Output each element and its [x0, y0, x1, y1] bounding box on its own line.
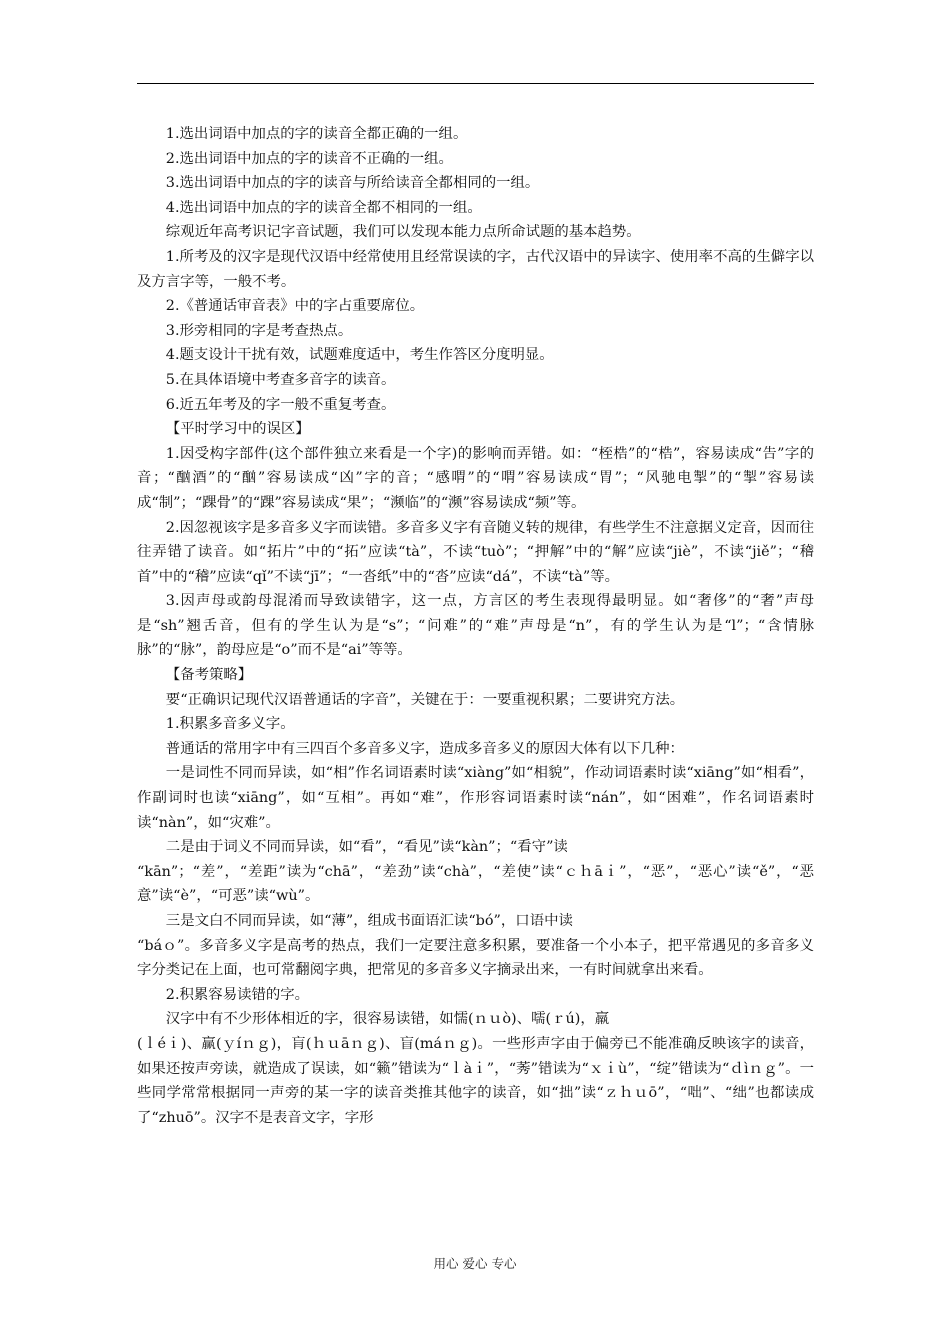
paragraph: 5.在具体语境中考查多音字的读音。 [165, 371, 396, 388]
paragraph: 普通话的常用字中有三四百个多音多义字，造成多音多义的原因大体有以下几种： [165, 740, 684, 757]
section-heading: 【平时学习中的误区】 [165, 421, 310, 438]
paragraph: 1.因受构字部件(这个部件独立来看是一个字)的影响而弄错。如：“桎梏”的“梏”，容易读成“告”字的音；“酗酒”的“酗”容易读成“凶”字的音；“感喟”的“喟”容易读成“胃”；“风驰电掣”的“掣”容易读成“制”；“踝骨”的“踝”容易读成“果”；“濒临”的“濒”容易读成“频”等。 [137, 445, 814, 511]
paragraph: 2.积累容易读错的字。 [165, 986, 310, 1003]
paragraph: “báｏ”。多音多义字是高考的热点，我们一定要注意多积累，要准备一个小本子，把平常遇见的多音多义字分类记在上面，也可常翻阅字典，把常见的多音多义字摘录出来，一有时间就拿出来看。 [137, 937, 814, 979]
paragraph: (ｌéｉ)、赢(ｙíｎｇ)，肓(ｈｕāｎｇ)、盲(máｎｇ)。一些形声字由于偏旁已不能准确反映该字的读音，如果还按声旁读，就造成了误读，如“籁”错读为“ｌàｉ”，“莠”错读为“ｘｉù”，“绽”错读为“ｄìｎｇ”。一些同学常常根据同一声旁的某一字的读音类推其他字的读音，如“拙”读“ｚｈｕō”，“咄”、“绌”也都读成了“zhuō”。汉字不是表音文字，字形 [137, 1035, 814, 1126]
section-heading: 【备考策略】 [165, 667, 253, 684]
paragraph: 3.因声母或韵母混淆而导致读错字，这一点，方言区的考生表现得最明显。如“奢侈”的“奢”声母是“sh”翘舌音，但有的学生认为是“s”；“问难”的“难”声母是“n”，有的学生认为是“l”；“含情脉脉”的“脉”，韵母应是“o”而不是“ai”等等。 [137, 593, 814, 659]
paragraph: “kān”；“差”，“差距”读为“chā”，“差劲”读“chà”，“差使”读“ｃｈāｉ”，“恶”，“恶心”读“ě”，“恶意”读“è”，“可恶”读“wù”。 [137, 863, 814, 905]
page-footer: 用心 爱心 专心 [433, 1256, 517, 1271]
paragraph: 6.近五年考及的字一般不重复考查。 [165, 396, 396, 413]
paragraph: 三是文白不同而异读，如“薄”，组成书面语汇读“bó”，口语中读 [165, 913, 573, 929]
document-body [137, 122, 814, 1130]
paragraph: 一是词性不同而异读，如“相”作名词语素时读“xiàng”如“相貌”，作动词语素时读“xiāng”如“相看”，作副词时也读“xiāng”，如“互相”。再如“难”，作形容词语素时读“nán”，如“困难”，作名词语素时读“nàn”，如“灾难”。 [137, 765, 814, 831]
paragraph: 汉字中有不少形体相近的字，很容易读错，如懦(ｎｕò)、嚅(ｒú)，羸 [165, 1011, 610, 1028]
paragraph: 1.积累多音多义字。 [165, 716, 295, 733]
paragraph: 4.选出词语中加点的字的读音全都不相同的一组。 [165, 199, 482, 216]
paragraph: 1.选出词语中加点的字的读音全都正确的一组。 [165, 126, 468, 142]
paragraph: 1.所考及的汉字是现代汉语中经常使用且经常误读的字，古代汉语中的异读字、使用率不高的生僻字以及方言字等，一般不考。 [137, 248, 814, 290]
header-rule [137, 83, 814, 84]
paragraph: 2.选出词语中加点的字的读音不正确的一组。 [165, 150, 453, 167]
paragraph: 4.题支设计干扰有效，试题难度适中，考生作答区分度明显。 [165, 347, 554, 364]
paragraph: 2.《普通话审音表》中的字占重要席位。 [165, 298, 425, 315]
paragraph: 2.因忽视该字是多音多义字而读错。多音多义字有音随义转的规律，有些学生不注意据义定音，因而往往弄错了读音。如“拓片”中的“拓”应读“tà”，不读“tuò”；“押解”中的“解”应读“jiè”，不读“jiě”；“稽首”中的“稽”应读“qǐ”不读“jī”；“一沓纸”中的“沓”应读“dá”，不读“tà”等。 [137, 519, 814, 585]
paragraph: 综观近年高考识记字音试题，我们可以发现本能力点所命试题的基本趋势。 [165, 224, 641, 241]
paragraph: 二是由于词义不同而异读，如“看”，“看见”读“kàn”；“看守”读 [165, 839, 568, 856]
paragraph: 要“正确识记现代汉语普通话的字音”，关键在于：一要重视积累；二要讲究方法。 [165, 691, 685, 708]
paragraph: 3.选出词语中加点的字的读音与所给读音全都相同的一组。 [165, 175, 540, 192]
paragraph: 3.形旁相同的字是考查热点。 [165, 322, 353, 339]
